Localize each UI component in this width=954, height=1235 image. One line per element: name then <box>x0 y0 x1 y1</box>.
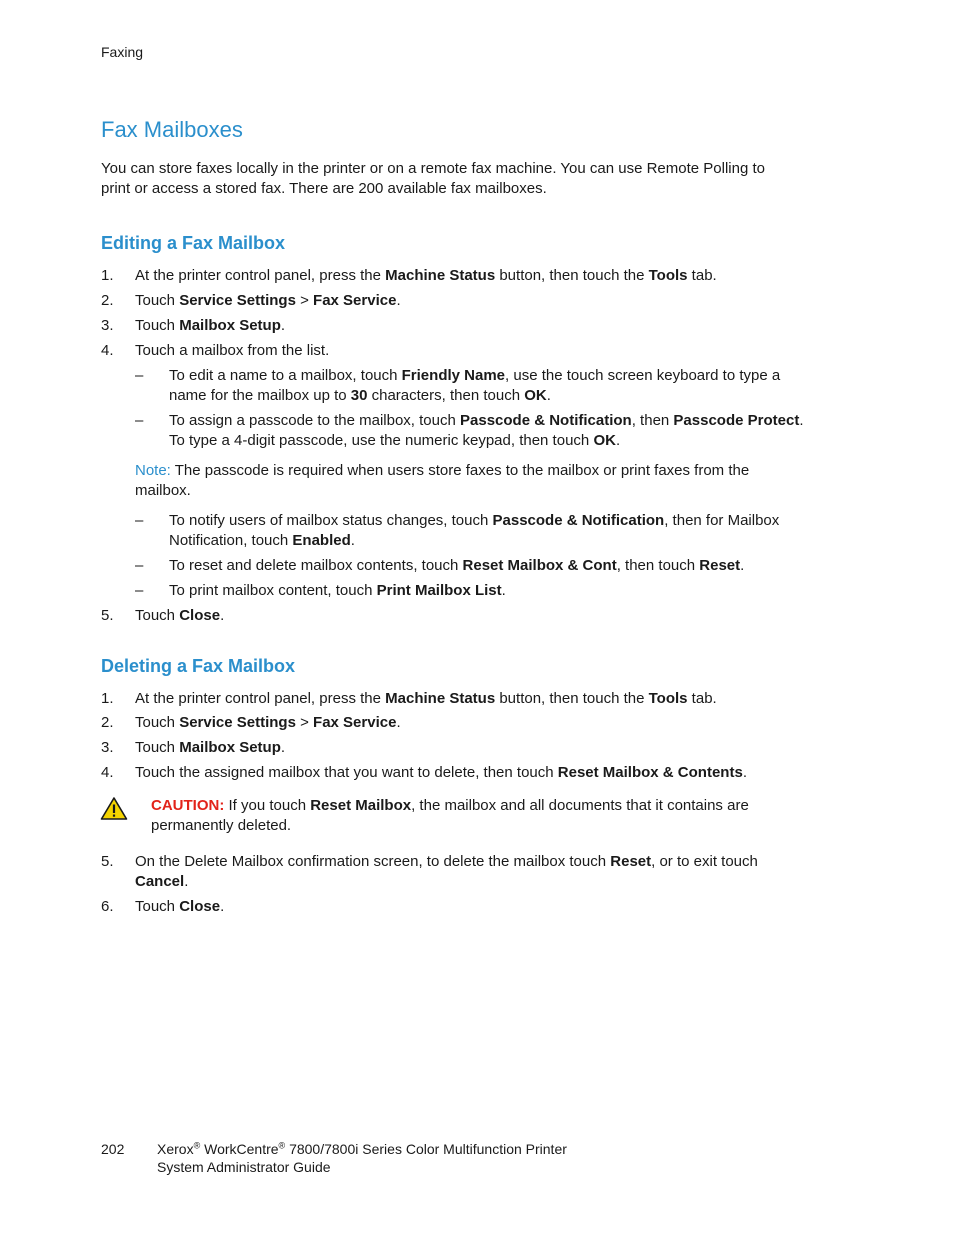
intro-line-1: You can store faxes locally in the printer or on a remote fax machine. You can use Remote Polling to <box>101 160 765 177</box>
step-number: 6. <box>101 898 114 915</box>
step-text: Touch Service Settings > Fax Service. <box>135 714 401 731</box>
dash-bullet: – <box>135 512 144 529</box>
step-text: Touch Close. <box>135 898 225 915</box>
substep-text: To reset and delete mailbox contents, touch Reset Mailbox & Cont, then touch Reset. <box>169 557 745 574</box>
page-number: 202 <box>101 1141 125 1157</box>
step-number: 4. <box>101 764 114 781</box>
step-number: 5. <box>101 853 114 870</box>
step-text: Touch Close. <box>135 607 225 624</box>
step-text: Touch Mailbox Setup. <box>135 739 286 756</box>
step-number: 4. <box>101 342 114 359</box>
note-label: Note: <box>135 462 171 479</box>
deleting-heading: Deleting a Fax Mailbox <box>101 656 296 676</box>
step-text: On the Delete Mailbox confirmation screen, to delete the mailbox touch Reset, or to exit touch Cancel. <box>135 853 758 890</box>
step-text: Touch the assigned mailbox that you want to delete, then touch Reset Mailbox & Contents. <box>135 764 747 781</box>
step-text: At the printer control panel, press the Machine Status button, then touch the Tools tab. <box>135 690 717 707</box>
dash-bullet: – <box>135 412 144 429</box>
step-number: 3. <box>101 739 114 756</box>
note-line-2: mailbox. <box>135 482 191 499</box>
footer-guide-name: System Administrator Guide <box>157 1159 331 1175</box>
step-number: 1. <box>101 267 114 284</box>
dash-bullet: – <box>135 367 144 384</box>
dash-bullet: – <box>135 557 144 574</box>
footer-product-info: Xerox® WorkCentre® 7800/7800i Series Color Multifunction Printer System Administrator Guide <box>157 1140 567 1175</box>
step-number: 3. <box>101 317 114 334</box>
page-title: Fax Mailboxes <box>101 117 243 142</box>
intro-line-2: print or access a stored fax. There are 200 available fax mailboxes. <box>101 180 547 197</box>
step-number: 2. <box>101 292 114 309</box>
note-block <box>135 461 825 501</box>
substep-text: To edit a name to a mailbox, touch Friendly Name, use the touch screen keyboard to type a name for the mailbox up to 30 characters, then touch OK. <box>169 367 781 404</box>
substep-text: To notify users of mailbox status changes, touch Passcode & Notification, then for Mailbox Notification, touch Enabled. <box>169 512 780 549</box>
warning-triangle-icon <box>100 796 128 825</box>
step-number: 5. <box>101 607 114 624</box>
note-line-1: The passcode is required when users store faxes to the mailbox or print faxes from the <box>170 462 750 479</box>
step-text: At the printer control panel, press the Machine Status button, then touch the Tools tab. <box>135 267 717 284</box>
step-number: 1. <box>101 690 114 707</box>
substep-text: To print mailbox content, touch Print Mailbox List. <box>169 582 506 599</box>
editing-heading: Editing a Fax Mailbox <box>101 233 286 253</box>
caution-text: CAUTION: If you touch Reset Mailbox, the mailbox and all documents that it contains are permanently deleted. <box>151 797 749 834</box>
step-text: Touch Mailbox Setup. <box>135 317 286 334</box>
running-header: Faxing <box>101 44 144 60</box>
step-text: Touch a mailbox from the list. <box>135 342 330 359</box>
step-number: 2. <box>101 714 114 731</box>
caution-label: CAUTION: <box>151 797 225 814</box>
intro-paragraph <box>101 159 831 199</box>
step-text: Touch Service Settings > Fax Service. <box>135 292 401 309</box>
dash-bullet: – <box>135 582 144 599</box>
substep-text: To assign a passcode to the mailbox, touch Passcode & Notification, then Passcode Protect. To type a 4-digit passcode, use the numeric keypad, then touch OK. <box>169 412 804 449</box>
